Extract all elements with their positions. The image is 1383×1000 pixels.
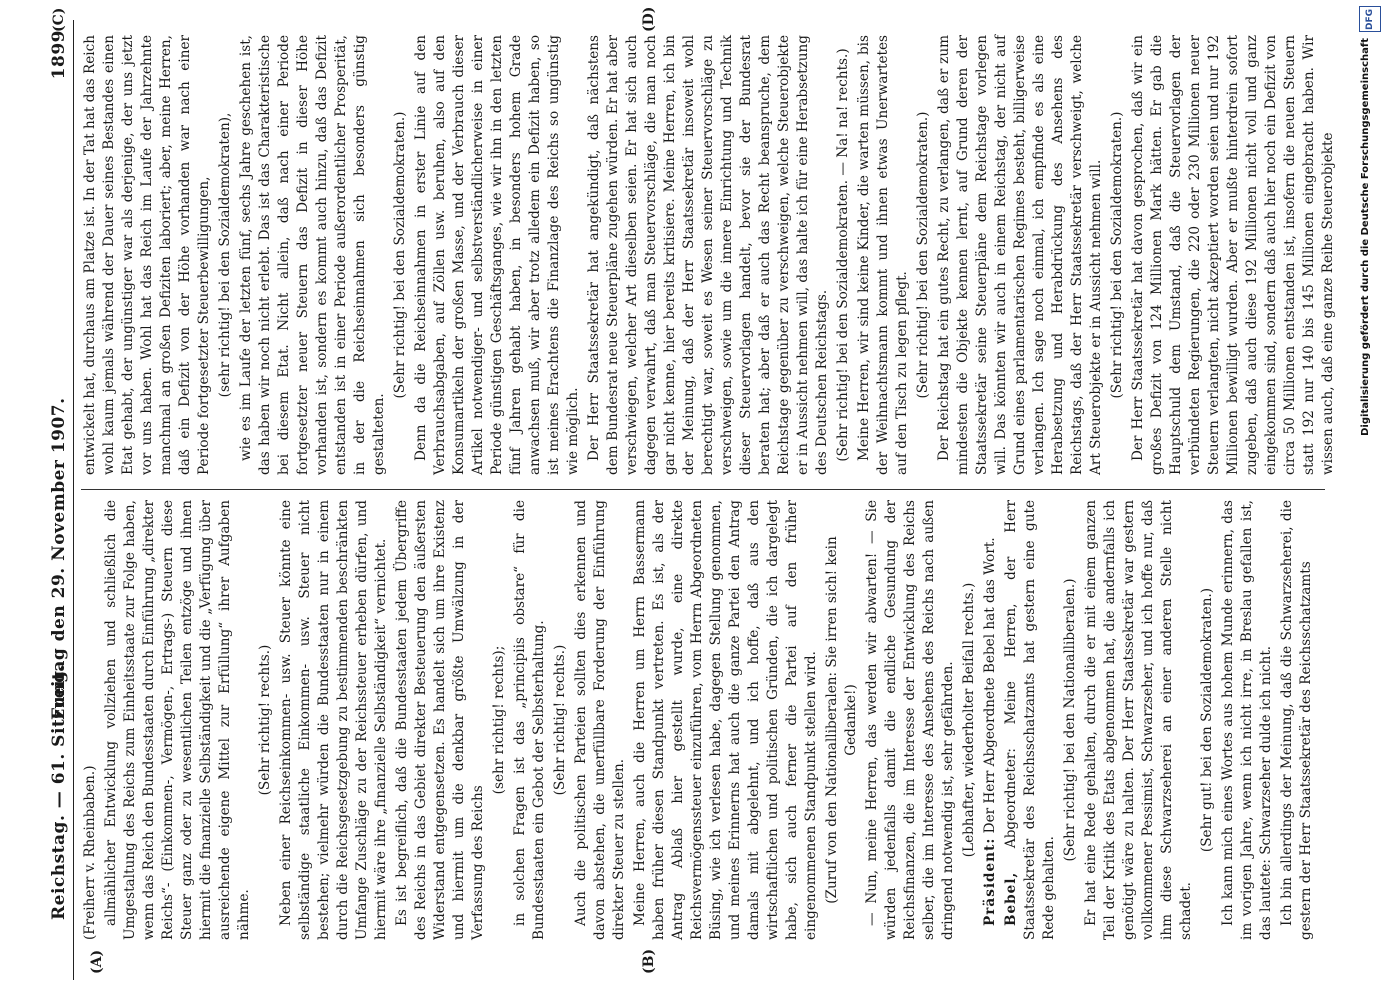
paragraph — [102, 500, 254, 940]
paragraph — [631, 500, 821, 940]
paragraph-text: (Lebhafter, wiederholter Beifall rechts.) — [961, 582, 977, 858]
dfg-logo-icon: DFG — [1359, 6, 1381, 32]
paragraph-text: Neben einer Reichseinkommen- usw. Steuer könnte eine selbständige staatliche Einkommen- usw. Steuer nicht bestehen; vielmehr würden die Bundesstaaten nur in einem durch die Reichsgesetzgebung zu bestimmenden beschränkten Umfange Zuschläge zu der Reichssteuer erheben dürfen, und hiermit wäre ihre „finanzielle Selbständigkeit“ vernichtet. — [278, 500, 389, 940]
interjection — [1061, 500, 1080, 940]
paragraph — [935, 35, 1106, 475]
left-column — [81, 500, 1325, 940]
paragraph — [237, 35, 389, 475]
paragraph-text: (Sehr richtig! bei den Sozialdemokraten.) — [392, 111, 408, 399]
paragraph — [585, 35, 832, 475]
interjection — [256, 500, 275, 940]
paragraph-text: Der Herr Abgeordnete Bebel hat das Wort. — [982, 537, 998, 834]
paragraph-text: Er hat eine Rede gehalten, durch die er mit einem ganzen Teil der Kritik des Etats abgenommen hat, die andernfalls ich genötigt wäre zu halten. Der Herr Staatssekretär war gestern vollkommener Pessimist, Schwarzseher, und ich hoffe nur, daß ihm diese Schwarzseherei an einer anderen Stelle nicht schadet. — [1083, 500, 1194, 940]
paragraph — [1129, 35, 1338, 475]
paragraph-text: (sehr richtig! bei den Sozialdemokraten), — [217, 112, 233, 398]
interjection — [490, 500, 509, 940]
margin-marker-b: (B) — [641, 948, 657, 974]
paragraph-text: in solchen Fragen ist das „principiis obstare“ für die Bundesstaaten ein Gebot der Selbsterhaltung. — [512, 500, 547, 940]
paragraph-text: (Sehr richtig! bei den Nationalliberalen.) — [1062, 578, 1078, 862]
paragraph — [81, 35, 214, 475]
paragraph-text: (Freiherr v. Rheinbaben.) — [82, 765, 98, 940]
header-session: Reichstag. — 61. Sitzung. — [49, 664, 69, 920]
paragraph-text: (Sehr richtig! bei den Sozialdemokraten.) — [1109, 111, 1125, 399]
paragraph-text: — Nun, meine Herren, das werden wir abwarten! — Sie würden jedenfalls damit die endliche Gesundung der Reichsfinanzen, die im Interesse der Entwicklung des Reichs selber, die im Interesse des Ansehens des Reichs nach außen dringend notwendig ist, sehr gefährden. — [864, 500, 956, 940]
paragraph — [572, 500, 629, 940]
paragraph-text: (Sehr richtig! bei den Sozialdemokraten. — Na! na! rechts.) — [835, 48, 851, 462]
paragraph-text: (Sehr richtig! bei den Sozialdemokraten.) — [915, 111, 931, 399]
header-date: Freitag den 29. November 1907. — [49, 397, 69, 720]
paragraph-text: (Sehr richtig! rechts.) — [257, 644, 273, 796]
paragraph-text: (sehr richtig! rechts); — [491, 645, 507, 795]
rotated-document-page — [45, 6, 1336, 980]
interjection — [216, 35, 235, 475]
paragraph — [1278, 500, 1316, 940]
paragraph — [855, 35, 912, 475]
interjection — [834, 35, 853, 475]
margin-marker-d: (D) — [641, 6, 657, 32]
interjection — [1108, 35, 1127, 475]
paragraph-text: allmählicher Entwicklung vollziehen und schließlich die Umgestaltung des Reichs zum Einheitsstaate zur Folge haben, wenn das Reich den Bundesstaaten durch Einführung „direkter Reichs“- (Einkommen-, Vermögen-, Ertrags-) Steuern diese Steuer ganz oder zu wesentlichen Teilen entzöge und ihnen hiermit die finanzielle Selbständigkeit und die „Verfügung über ausreichende eigene Mittel zur Erfüllung“ ihrer Aufgaben nähme. — [103, 500, 252, 940]
paragraph — [1002, 500, 1059, 940]
paragraph-text: (Sehr richtig! rechts.) — [552, 644, 568, 796]
paragraph-text: Es ist begreiflich, daß die Bundesstaaten jedem Übergriffe des Reichs in das Gebiet direkter Besteuerung den äußersten Widerstand entgegensetzen. Es handelt sich um ihre Existenz und hiermit um die denkbar größte Umwälzung in der Verfassung des Reichs — [394, 500, 486, 940]
right-column — [81, 35, 1336, 475]
column-divider — [81, 489, 1325, 490]
paragraph-text: Meine Herren, wir sind keine Kinder, die warten müssen, bis der Weihnachtsmann kommt und ihnen etwas Unerwartetes auf den Tisch zu legen pflegt. — [856, 35, 910, 475]
paragraph — [863, 500, 958, 940]
speaker-name: Bebel, — [1003, 871, 1019, 926]
interjection — [914, 35, 933, 475]
paragraph-text: (Zuruf von den Nationalliberalen: Sie irren sich! kein Gedanke!) — [824, 536, 859, 904]
paragraph-text: Der Reichstag hat ein gutes Recht, zu verlangen, daß er zum mindesten die Objekte kennen lernt, auf Grund deren der Staatssekretär seine Steuerpläne dem Reichstage vorlegen will. Das könnten wir auch in einem Reichstag, der nicht auf Grund eines parlamentarischen Regimes besteht, billigerweise verlangen. Ich sage noch einmal, ich empfinde es als eine Herabsetzung und Herabdrückung des Ansehens des Reichstags, daß der Herr Staatssekretär verschweigt, welche Art Steuerobjekte er in Aussicht nehmen will. — [936, 35, 1104, 475]
speaker-name: Präsident: — [982, 837, 998, 926]
paragraph — [81, 500, 100, 940]
paragraph-text: Der Herr Staatssekretär hat davon gesprochen, daß wir ein großes Defizit von 124 Millionen Mark hätten. Er gab die Hauptschuld dem Umstand, daß die Steuervorlagen der verbündeten Regierungen, die 220 oder 230 Millionen neuer Steuern verlangten, nicht akzeptiert worden seien und nur 192 Millionen bewilligt wurden. Aber er mußte hinterdrein sofort zugeben, daß auch diese 192 Millionen nicht voll und ganz eingekommen sind, sondern daß auch hier noch ein Defizit von circa 50 Millionen entstanden ist, insofern die neuen Steuern statt 192 nur 140 bis 145 Millionen eingebracht haben. Wir wissen auch, daß eine ganze Reihe Steuerobjekte — [1130, 35, 1336, 475]
paragraph — [277, 500, 391, 940]
margin-marker-c: (C) — [51, 7, 67, 32]
margin-marker-a: (A) — [89, 949, 105, 974]
paragraph — [1219, 500, 1276, 940]
paragraph-text: entwickelt hat, durchaus am Platze ist. In der Tat hat das Reich wohl kaum jemals während der Dauer seines Bestandes einen Etat gehabt, der ungünstiger war als derjenige, der uns jetzt vor uns haben. Wohl hat das Reich im Laufe der Jahrzehnte manchmal an großen Defiziten laboriert; aber, meine Herren, daß ein Defizit von der Höhe vorhanden war nach einer Periode fortgesetzter Steuerbewilligungen, — [82, 35, 212, 475]
paragraph — [981, 500, 1000, 940]
interjection — [1198, 500, 1217, 940]
interjection — [823, 500, 861, 940]
paragraph-text: Ich kann mich eines Wortes aus hohem Munde erinnern, das im vorigen Jahre, wenn ich nicht irre, in Breslau gefallen ist, das lautete: Schwarzseher dulde ich nicht. — [1220, 500, 1274, 940]
interjection — [551, 500, 570, 940]
interjection — [391, 35, 410, 475]
page-number: 1899 — [49, 30, 69, 80]
paragraph-text: Auch die politischen Parteien sollten dies erkennen und davon abstehen, die unerfüllbare Forderung der Einführung direkter Steuer zu stellen. — [573, 500, 627, 940]
paragraph-text: (Sehr gut! bei den Sozialdemokraten.) — [1199, 587, 1215, 853]
paragraph — [511, 500, 549, 940]
paragraph-text: Meine Herren, auch die Herren um Herrn Bassermann haben früher diesen Standpunkt vertreten. Es ist, als der Antrag Ablaß hier gestellt wurde, eine direkte Reichsvermögenssteuer einzuführen, vom Herrn Abgeordneten Büsing, wie ich verlesen habe, dagegen Stellung genommen, und meines Erinnerns hat auch die ganze Partei den Antrag damals mit abgelehnt, und ich hoffe, daß aus den wirtschaftlichen und politischen Gründen, die ich dargelegt habe, sich auch ferner die Partei auf den früher eingenommenen Standpunkt stellen wird. — [632, 500, 819, 940]
paragraph — [1082, 500, 1196, 940]
paragraph-text: Ich bin allerdings der Meinung, daß die Schwarzseherei, die gestern der Herr Staatssekretär des Reichsschatzamts — [1279, 500, 1314, 940]
paragraph-text: wie es im Laufe der letzten fünf, sechs Jahre geschehen ist, das haben wir noch nicht erlebt. Das ist das Charakteristische bei diesem Etat. Nicht allein, daß nach einer Periode fortgesetzter neuer Steuern das Defizit in dieser Höhe vorhanden ist, sondern es kommt auch hinzu, daß das Defizit entstanden ist in einer Periode außerordentlicher Prosperität, in der die Reichseinnahmen sich besonders günstig gestalteten. — [238, 35, 387, 475]
digitization-stamp — [1357, 6, 1381, 976]
paragraph-text: Der Herr Staatssekretär hat angekündigt, daß nächstens dem Bundesrat neue Steuerpläne zugehen würden. Er hat aber verschwiegen, welcher Art dieselben seien. Er hat sich auch dagegen verwahrt, daß man Steuervorschläge, die man noch gar nicht kenne, hier bereits kritisiere. Meine Herren, ich bin der Meinung, daß der Herr Staatssekretär insoweit wohl berechtigt war, soweit es Wesen seiner Steuervorschläge zu verschweigen, sowie um die innere Einrichtung und Technik dieser Steuervorlagen handelt, bevor sie der Bundesrat beraten hat; aber daß er auch das Recht beanspruche, dem Reichstage gegenüber zu verschweigen, welche Steuerobjekte er in Aussicht nehmen will, das halte ich für eine Herabsetzung des Deutschen Reichstags. — [586, 35, 830, 475]
interjection — [960, 500, 979, 940]
running-head — [45, 20, 74, 980]
paragraph-text: Abgeordneter: Meine Herren, der Herr Staatssekretär des Reichsschatzamts hat gestern eine gute Rede gehalten. — [1003, 500, 1057, 940]
paragraph — [393, 500, 488, 940]
paragraph-text: Denn da die Reichseinnahmen in erster Linie auf den Verbrauchsabgaben, auf Zöllen usw. beruhen, also auf den Konsumartikeln der großen Masse, und der Verbrauch dieser Artikel notwendiger- und selbstverständlicherweise in einer Periode günstigen Geschäftsganges, wie wir ihn in den letzten fünf Jahren gehabt haben, in besonders hohem Grade anwachsen muß, wir aber trotz alledem ein Defizit haben, so ist meines Erachtens die Finanzlage des Reichs so ungünstig wie möglich. — [413, 35, 581, 475]
digitization-credit: Digitalisierung gefördert durch die Deutsche Forschungsgemeinschaft — [1360, 38, 1371, 436]
paragraph — [412, 35, 583, 475]
